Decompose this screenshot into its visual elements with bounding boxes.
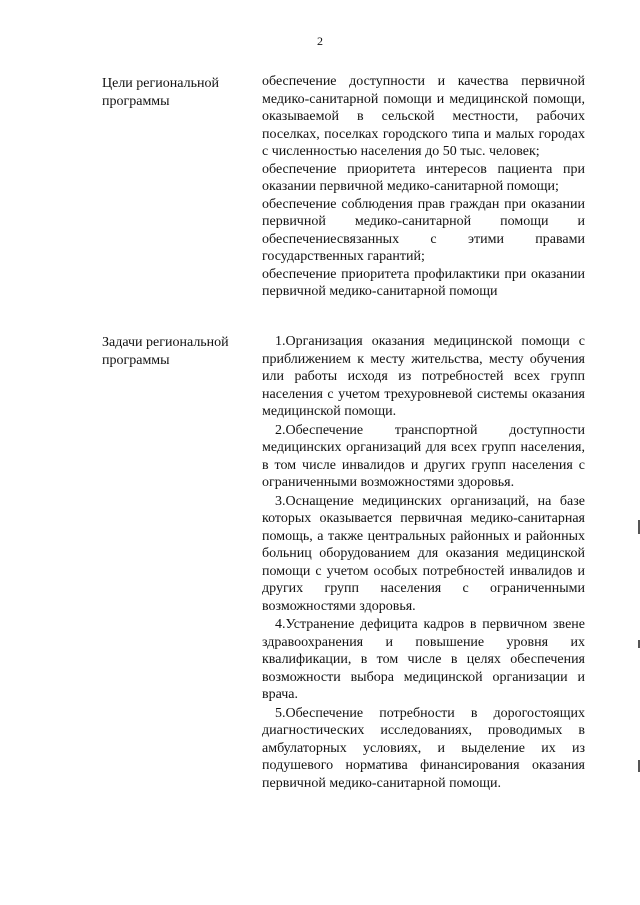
task-item: 1.Организация оказания медицинской помощи с приближением к месту жительства, месту обучения или работы исходя из потребностей всех групп населения с учетом трехуровневой системы оказания медицинской помощи. bbox=[262, 334, 585, 419]
tasks-label: Задачи региональной программы bbox=[102, 335, 229, 368]
tasks-content bbox=[262, 333, 585, 792]
task-item: 3.Оснащение медицинских организаций, на базе которых оказывается первичная медико-санитарная помощь, а также центральных районных и районных больниц оборудованием для оказания медицинской помощи с учетом особых потребностей инвалидов и других групп населения с ограниченными возможностями здоровья. bbox=[262, 493, 585, 614]
goals-content bbox=[262, 73, 585, 301]
task-item: 5.Обеспечение потребности в дорогостоящих диагностических исследованиях, проводимых в амбулаторных условиях, и выделение их из подушевого норматива финансирования оказания первичной медико-санитарной помощи. bbox=[262, 705, 585, 791]
goal-item: обеспечение приоритета профилактики при оказании первичной медико-санитарной помощи bbox=[262, 266, 585, 299]
goal-item: обеспечение соблюдения прав граждан при оказании первичной медико-санитарной помощи и обеспечениесвязанных с этими правами государственных гарантий; bbox=[262, 196, 585, 264]
goals-label: Цели региональной программы bbox=[102, 76, 219, 109]
goal-item: обеспечение доступности и качества первичной медико-санитарной помощи и медицинской помощи, оказываемой в сельской местности, рабочих поселках, поселках городского типа и малых городах с численностью населения до 50 тыс. человек; bbox=[262, 74, 585, 159]
page-number: 2 bbox=[317, 34, 323, 48]
task-item: 4.Устранение дефицита кадров в первичном звене здравоохранения и повышение уровня их квалификации, в том числе в целях обеспечения возможности выбора медицинской организации и врача. bbox=[262, 617, 585, 702]
goal-item: обеспечение приоритета интересов пациента при оказании первичной медико-санитарной помощи; bbox=[262, 161, 585, 194]
task-item: 2.Обеспечение транспортной доступности медицинских организаций для всех групп населения, в том числе инвалидов и других групп населения с ограниченными возможностями здоровья. bbox=[262, 422, 585, 490]
